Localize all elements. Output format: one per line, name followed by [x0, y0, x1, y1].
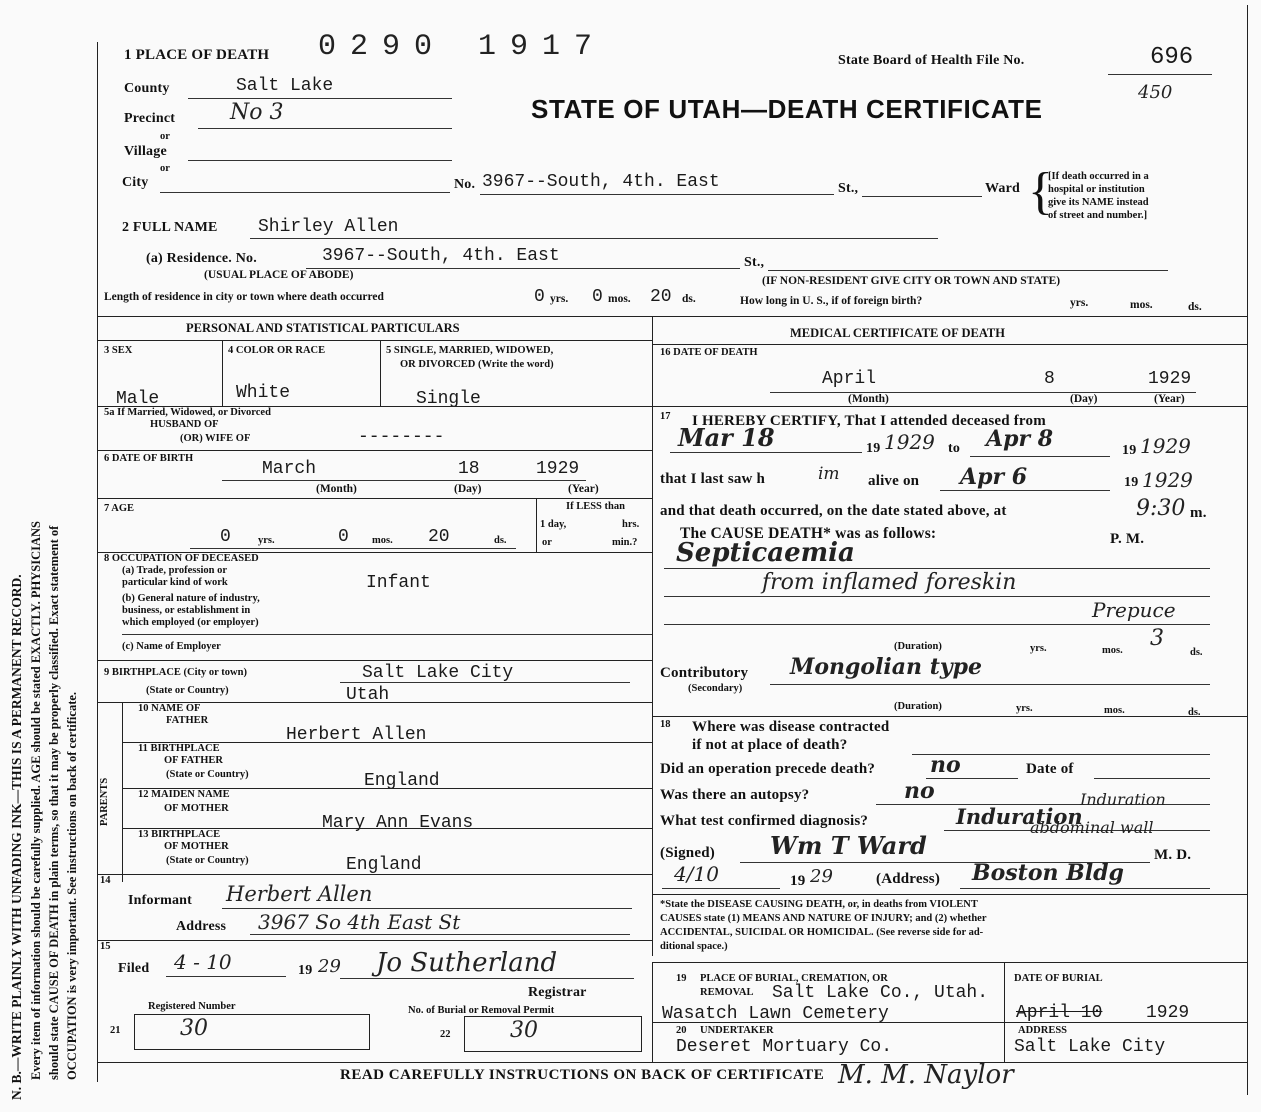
burial-place-label-2: REMOVAL — [700, 987, 754, 998]
age-ds-label: ds. — [494, 535, 507, 546]
informant-address-line — [250, 934, 630, 935]
father-value: Herbert Allen — [286, 725, 427, 745]
parents-bracket — [122, 702, 123, 882]
filed-label: Filed — [118, 961, 150, 976]
filed-number: 15 — [100, 941, 111, 952]
dob-year-label: (Year) — [568, 483, 599, 495]
residence-label: (a) Residence. No. — [146, 251, 257, 266]
residence-st-label: St., — [744, 255, 765, 270]
cemetery-value: Wasatch Lawn Cemetery — [662, 1004, 889, 1024]
mother-label-2: OF MOTHER — [164, 803, 229, 814]
age-label: 7 AGE — [104, 503, 135, 514]
personal-section-title: PERSONAL AND STATISTICAL PARTICULARS — [186, 321, 460, 335]
or-label-2: or — [160, 163, 170, 174]
precinct-value: No 3 — [230, 100, 284, 125]
test-label: What test confirmed diagnosis? — [660, 813, 869, 829]
registrar-line — [340, 978, 634, 979]
length-yrs-label: yrs. — [550, 293, 569, 305]
footer-signature: M. M. Naylor — [838, 1060, 1014, 1090]
date-of-death-line — [770, 392, 1196, 393]
occupation-b-label-1: (b) General nature of industry, — [122, 593, 260, 604]
rule-after-cause — [652, 716, 1247, 717]
filed-year-value: 29 — [318, 956, 341, 977]
death-time-m-label: m. — [1190, 505, 1207, 521]
full-name-label: 2 FULL NAME — [122, 220, 218, 235]
occupation-value: Infant — [366, 573, 431, 593]
rule-after-cemetery — [652, 1022, 1004, 1023]
precinct-line — [198, 128, 452, 129]
date-of-death-label: 16 DATE OF DEATH — [660, 347, 758, 358]
spouse-label-2: HUSBAND OF — [150, 419, 219, 430]
county-value: Salt Lake — [236, 76, 334, 96]
occupation-b-label-2: business, or establishment in — [122, 605, 251, 616]
spouse-label-3: (OR) WIFE OF — [180, 433, 251, 444]
last-saw-year: 1929 — [1142, 468, 1193, 492]
residence-city-line — [768, 270, 1168, 271]
cause-note-1: *State the DISEASE CAUSING DEATH, or, in deaths from VIOLENT — [660, 899, 978, 910]
operation-date-line — [1094, 778, 1210, 779]
attended-to-line — [970, 456, 1110, 457]
registrar-label: Registrar — [528, 985, 587, 1000]
cause-primary: Septicaemia — [676, 538, 855, 568]
age-less-divider — [536, 498, 537, 552]
age-ds-value: 20 — [428, 527, 450, 547]
residence-line — [306, 268, 740, 269]
burial-left-border — [652, 962, 653, 1062]
cause-line-3 — [664, 624, 1210, 625]
length-mos-label: mos. — [608, 293, 631, 305]
margin-instruction-3: should state CAUSE OF DEATH in plain terms, so that it may be properly classified. Exact statement of — [47, 525, 61, 1080]
contrib-ds-label: ds. — [1188, 707, 1201, 718]
attended-from-value: Mar 18 — [678, 423, 775, 452]
file-stamp-number: 0290 1917 — [318, 30, 607, 64]
cause-note-2: CAUSES state (1) MEANS AND NATURE OF INJURY; and (2) whether — [660, 913, 987, 924]
birthplace-label: 9 BIRTHPLACE (City or town) — [104, 667, 247, 678]
certify-number: 17 — [660, 411, 671, 422]
duration-mos-label: mos. — [1102, 645, 1123, 656]
spouse-value: -------- — [358, 427, 445, 447]
attended-to-value: Apr 8 — [986, 426, 1054, 452]
usual-abode-label: (USUAL PLACE OF ABODE) — [204, 269, 354, 281]
hospital-note-4: of street and number.] — [1048, 210, 1148, 221]
test-value: Induration — [956, 804, 1083, 829]
dob-label: 6 DATE OF BIRTH — [104, 453, 194, 464]
where-contracted-label-1: Where was disease contracted — [692, 719, 890, 735]
signed-label: (Signed) — [660, 845, 715, 861]
occupation-label: 8 OCCUPATION OF DECEASED — [104, 553, 259, 564]
registrar-signature: Jo Sutherland — [376, 948, 558, 978]
length-ds-label: ds. — [682, 293, 696, 305]
informant-line — [222, 908, 632, 909]
death-occurred-label: and that death occurred, on the date stated above, at — [660, 503, 1007, 519]
date-of-death-day: 8 — [1044, 369, 1055, 389]
length-of-residence-label: Length of residence in city or town where death occurred — [104, 291, 384, 303]
section-top-rule — [97, 316, 1247, 317]
sex-color-divider — [222, 340, 223, 406]
to-label: to — [948, 441, 961, 456]
father-birthplace-label-2: OF FATHER — [164, 755, 224, 766]
duration-yrs-label: yrs. — [1030, 643, 1047, 654]
residence-value: 3967--South, 4th. East — [322, 246, 560, 266]
file-no-value: 696 — [1150, 44, 1194, 71]
mother-value: Mary Ann Evans — [322, 813, 474, 833]
ward-line — [862, 196, 982, 197]
last-saw-year-prefix: 19 — [1124, 475, 1139, 490]
test-value-below: abdominal wall — [1030, 818, 1154, 837]
age-yrs-label: yrs. — [258, 535, 275, 546]
age-yrs-value: 0 — [220, 527, 231, 547]
burial-permit-value: 30 — [510, 1018, 538, 1043]
village-line — [188, 160, 452, 161]
autopsy-label: Was there an autopsy? — [660, 787, 810, 803]
less-1-day-label: 1 day, — [540, 519, 567, 530]
autopsy-value: no — [904, 778, 935, 804]
rule-after-occupation — [97, 660, 652, 661]
color-label: 4 COLOR OR RACE — [228, 345, 326, 356]
form-right-border — [1247, 5, 1248, 1095]
where-number: 18 — [660, 719, 671, 730]
dod-year-label: (Year) — [1154, 393, 1185, 405]
color-value: White — [236, 383, 291, 403]
md-label: M. D. — [1154, 847, 1192, 863]
mother-birthplace-label-2: OF MOTHER — [164, 841, 229, 852]
rule-after-date-of-death — [652, 406, 1247, 407]
marital-value: Single — [416, 389, 481, 409]
contrib-mos-label: mos. — [1104, 705, 1125, 716]
dod-month-label: (Month) — [848, 393, 889, 405]
dob-day-value: 18 — [458, 459, 480, 479]
sex-value: Male — [116, 389, 160, 409]
file-no-extra: 450 — [1138, 82, 1173, 103]
precinct-label: Precinct — [124, 111, 176, 126]
signed-year-prefix: 19 — [790, 873, 806, 889]
physician-address-label: (Address) — [876, 871, 941, 887]
undertaker-number: 20 — [676, 1025, 687, 1036]
informant-signature: Herbert Allen — [226, 882, 373, 906]
burial-permit-num: 22 — [440, 1029, 451, 1040]
signed-date: 4/10 — [674, 862, 719, 886]
us-residence-label: How long in U. S., if of foreign birth? — [740, 295, 923, 307]
filed-date-line — [166, 976, 286, 977]
father-birthplace-label-1: 11 BIRTHPLACE — [138, 743, 220, 754]
undertaker-label: UNDERTAKER — [700, 1025, 774, 1036]
cause-line-2 — [664, 596, 1210, 597]
date-of-death-year: 1929 — [1148, 369, 1192, 389]
signed-date-line — [662, 888, 780, 889]
signed-year: 29 — [810, 866, 833, 887]
duration-ds-label: ds. — [1190, 647, 1203, 658]
margin-instruction-1: N. B.—WRITE PLAINLY WITH UNFADING INK—THIS IS A PERMANENT RECORD. — [9, 574, 24, 1100]
length-yrs-value: 0 — [534, 287, 545, 307]
form-bottom-border — [97, 1062, 1247, 1063]
operation-label: Did an operation precede death? — [660, 761, 876, 777]
father-label-1: 10 NAME OF — [138, 703, 201, 714]
spouse-label-1: 5a If Married, Widowed, or Divorced — [104, 407, 271, 418]
medical-title-rule — [652, 344, 1247, 345]
secondary-label: (Secondary) — [688, 683, 743, 694]
duration-label: (Duration) — [894, 641, 942, 652]
occupation-a-label-1: (a) Trade, profession or — [122, 565, 227, 576]
birthplace-state-value: Utah — [346, 685, 390, 705]
mother-birthplace-value: England — [346, 855, 422, 875]
cause-note-4: ditional space.) — [660, 941, 728, 952]
occupation-b-label-3: which employed (or employer) — [122, 617, 259, 628]
birthplace-state-label: (State or Country) — [146, 685, 229, 696]
dob-line — [222, 480, 586, 481]
birthplace-city-value: Salt Lake City — [362, 663, 514, 683]
birthplace-city-line — [340, 682, 630, 683]
village-label: Village — [124, 144, 167, 159]
dob-month-value: March — [262, 459, 317, 479]
contributory-label: Contributory — [660, 665, 749, 681]
footer-instructions: READ CAREFULLY INSTRUCTIONS ON BACK OF CERTIFICATE — [340, 1067, 825, 1083]
full-name-value: Shirley Allen — [258, 217, 399, 237]
age-mos-label: mos. — [372, 535, 393, 546]
contributory-value: Mongolian type — [790, 654, 983, 680]
rule-after-spouse — [97, 450, 652, 451]
hospital-note-1: [If death occurred in a — [1048, 171, 1149, 182]
marital-label-1: 5 SINGLE, MARRIED, WIDOWED, — [386, 345, 554, 356]
attended-from-year: 1929 — [884, 430, 935, 454]
undertaker-address-label: ADDRESS — [1018, 1025, 1068, 1036]
mother-birthplace-label-1: 13 BIRTHPLACE — [138, 829, 221, 840]
us-mos-label: mos. — [1130, 299, 1153, 311]
filed-year-prefix: 19 — [298, 963, 313, 978]
margin-instruction-2: Every item of information should be carefully supplied. AGE should be stated EXACTLY. PHYSICIANS — [29, 521, 43, 1080]
nonresident-label: (IF NON-RESIDENT GIVE CITY OR TOWN AND STATE) — [762, 275, 1061, 287]
cause-detail-2: Prepuce — [1092, 598, 1176, 622]
street-address-value: 3967--South, 4th. East — [482, 172, 720, 192]
alive-on-label: alive on — [868, 473, 920, 489]
dob-year-value: 1929 — [536, 459, 580, 479]
form-left-border — [97, 42, 98, 1082]
county-label: County — [124, 81, 170, 96]
last-saw-him: im — [818, 464, 840, 484]
personal-title-rule — [97, 340, 652, 341]
attended-to-year-prefix: 19 — [1122, 443, 1137, 458]
where-contracted-label-2: if not at place of death? — [692, 737, 848, 753]
physician-signature: Wm T Ward — [770, 831, 927, 860]
st-label: St., — [838, 181, 859, 196]
file-no-label: State Board of Health File No. — [838, 53, 1025, 68]
less-min-label: min.? — [612, 537, 638, 548]
city-label: City — [122, 175, 149, 190]
street-no-label: No. — [454, 177, 476, 192]
sex-label: 3 SEX — [104, 345, 133, 356]
rule-before-note — [652, 894, 1247, 895]
rule-after-burial-date — [1004, 1022, 1247, 1023]
mother-birthplace-label-3: (State or Country) — [166, 855, 249, 866]
age-mos-value: 0 — [338, 527, 349, 547]
burial-permit-label: No. of Burial or Removal Permit — [408, 1005, 555, 1016]
marital-label-2: OR DIVORCED (Write the word) — [400, 359, 554, 370]
cause-detail: from inflamed foreskin — [762, 570, 1017, 595]
full-name-line — [250, 238, 938, 239]
physician-address: Boston Bldg — [972, 860, 1124, 886]
operation-date-label: Date of — [1026, 761, 1074, 777]
or-label-1: or — [160, 131, 170, 142]
physician-address-line — [960, 888, 1210, 889]
informant-address-value: 3967 So 4th East St — [258, 910, 461, 934]
undertaker-address-value: Salt Lake City — [1014, 1037, 1166, 1057]
cause-note-3: ACCIDENTAL, SUICIDAL OR HOMICIDAL. (See reverse side for ad- — [660, 927, 984, 938]
contrib-duration-label: (Duration) — [894, 701, 942, 712]
duration-days-value: 3 — [1150, 626, 1164, 651]
burial-permit-box — [464, 1016, 642, 1052]
operation-line — [926, 778, 1018, 779]
burial-year-value: 1929 — [1146, 1003, 1190, 1023]
less-than-label: If LESS than — [566, 501, 625, 512]
date-of-death-month: April — [822, 369, 877, 389]
age-line — [190, 548, 516, 549]
informant-address-label: Address — [176, 919, 227, 934]
filed-date-value: 4 - 10 — [174, 950, 232, 974]
last-saw-label: that I last saw h — [660, 471, 766, 487]
parents-label: PARENTS — [99, 777, 110, 826]
father-birthplace-label-3: (State or Country) — [166, 769, 249, 780]
ward-label: Ward — [985, 181, 1021, 196]
cause-line-1 — [664, 568, 1210, 569]
less-hrs-label: hrs. — [622, 519, 640, 530]
operation-value: no — [930, 752, 961, 778]
father-label-2: FATHER — [166, 715, 209, 726]
registered-number-value: 30 — [180, 1016, 208, 1041]
death-time: 9:30 — [1136, 496, 1186, 521]
us-ds-label: ds. — [1188, 301, 1202, 313]
last-saw-date: Apr 6 — [960, 464, 1028, 490]
color-marital-divider — [380, 340, 381, 406]
hospital-note-3: give its NAME instead — [1048, 197, 1149, 208]
city-line — [160, 192, 450, 193]
burial-date-value: April 10 — [1016, 1003, 1103, 1023]
dob-month-label: (Month) — [316, 483, 357, 495]
registered-number-label: Registered Number — [148, 1001, 236, 1012]
rule-after-dob — [97, 498, 652, 499]
burial-divider — [1004, 962, 1005, 1062]
mother-label-1: 12 MAIDEN NAME — [138, 789, 230, 800]
burial-place-number: 19 — [676, 973, 687, 984]
occupation-rule — [122, 634, 652, 635]
registered-number-num: 21 — [110, 1025, 121, 1036]
rule-after-mother-birthplace — [97, 874, 652, 875]
occupation-a-label-2: particular kind of work — [122, 577, 228, 588]
county-line — [188, 98, 452, 99]
burial-date-label: DATE OF BURIAL — [1014, 973, 1103, 984]
burial-place-value: Salt Lake Co., Utah. — [772, 983, 989, 1003]
test-value-above: Induration — [1080, 790, 1166, 809]
rule-after-informant — [97, 940, 652, 941]
rule-before-burial — [652, 962, 1247, 963]
last-saw-date-line — [940, 490, 1110, 491]
place-of-death-label: 1 PLACE OF DEATH — [124, 47, 270, 63]
length-ds-value: 20 — [650, 287, 672, 307]
pm-label: P. M. — [1110, 531, 1145, 547]
center-divider — [652, 316, 653, 956]
certificate-title: STATE OF UTAH—DEATH CERTIFICATE — [531, 94, 1043, 124]
attended-to-year: 1929 — [1140, 434, 1191, 458]
father-birthplace-value: England — [364, 771, 440, 791]
informant-label: Informant — [128, 893, 193, 908]
employer-label: (c) Name of Employer — [122, 641, 221, 652]
contributory-line — [770, 684, 1210, 685]
attended-from-year-prefix: 19 — [866, 441, 881, 456]
contrib-yrs-label: yrs. — [1016, 703, 1033, 714]
file-no-line — [1108, 74, 1212, 75]
length-mos-value: 0 — [592, 287, 603, 307]
medical-section-title: MEDICAL CERTIFICATE OF DEATH — [790, 326, 1005, 340]
hospital-brace: { — [1028, 163, 1053, 220]
less-or-label: or — [542, 537, 552, 548]
burial-place-label-1: PLACE OF BURIAL, CREMATION, OR — [700, 973, 888, 984]
cause-label: The CAUSE DEATH* was as follows: — [680, 525, 937, 542]
dod-day-label: (Day) — [1070, 393, 1098, 405]
certify-text: I HEREBY CERTIFY, That I attended deceased from — [692, 413, 1046, 429]
margin-instruction-4: OCCUPATION is very important. See instructions on back of certificate. — [65, 691, 79, 1080]
registered-number-box — [134, 1014, 370, 1050]
hospital-note-2: hospital or institution — [1048, 184, 1145, 195]
dob-day-label: (Day) — [454, 483, 482, 495]
informant-number: 14 — [100, 875, 111, 886]
undertaker-value: Deseret Mortuary Co. — [676, 1037, 893, 1057]
us-yrs-label: yrs. — [1070, 297, 1089, 309]
attended-from-line — [670, 452, 862, 453]
street-address-line — [480, 194, 834, 195]
